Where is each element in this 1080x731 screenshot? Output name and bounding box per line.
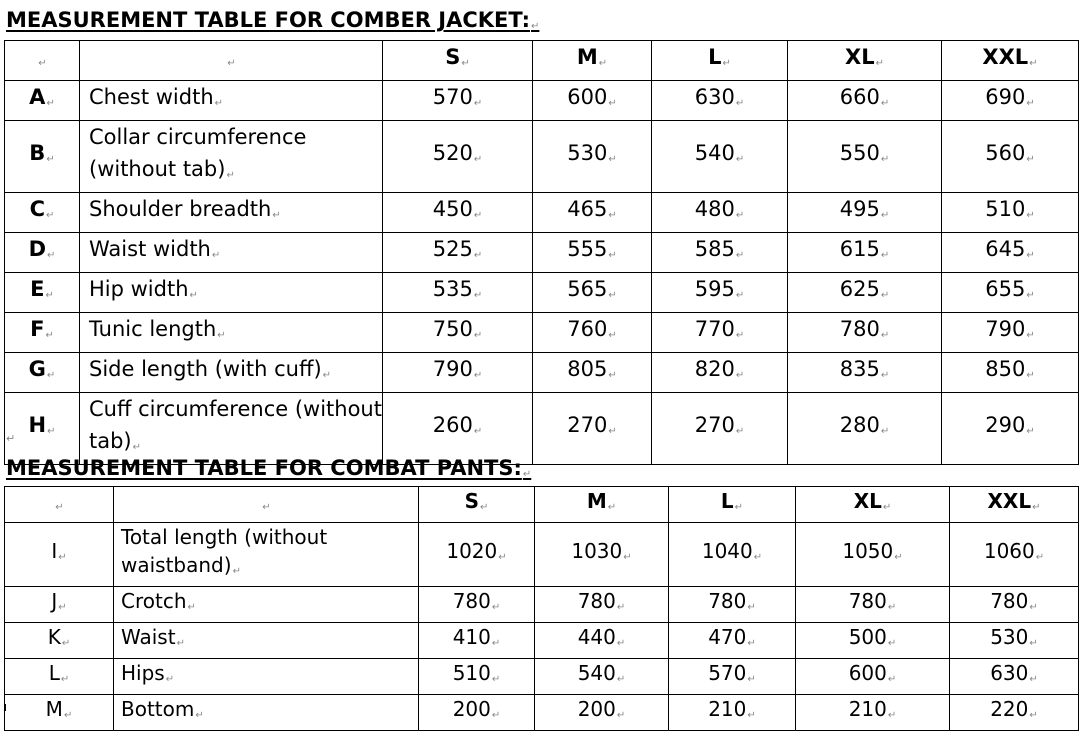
size-value <box>796 587 950 623</box>
size-value-text: 510 ↵ <box>985 197 1034 221</box>
size-value-text: 570 ↵ <box>433 85 482 109</box>
size-value <box>950 587 1079 623</box>
size-value-text: 535 ↵ <box>433 277 482 301</box>
size-value-text: 495 ↵ <box>840 197 889 221</box>
size-value-text: 540 ↵ <box>695 141 744 165</box>
row-label <box>114 587 419 623</box>
size-value-text: 850 ↵ <box>985 357 1034 381</box>
column-header-text: S ↵ <box>465 489 489 513</box>
size-value-text: 690 ↵ <box>985 85 1034 109</box>
size-value <box>788 193 942 233</box>
column-header-text: XL ↵ <box>854 489 892 513</box>
table-row <box>5 353 1079 393</box>
size-value-text: 600 ↵ <box>567 85 616 109</box>
size-value <box>383 81 533 121</box>
size-value <box>788 81 942 121</box>
size-value <box>652 193 788 233</box>
column-header-text: XXL ↵ <box>982 45 1037 69</box>
size-value <box>942 233 1079 273</box>
size-value <box>419 695 535 731</box>
size-value-text: 440 ↵ <box>578 625 626 649</box>
row-code <box>5 393 80 465</box>
size-value-text: 480 ↵ <box>695 197 744 221</box>
size-value <box>950 695 1079 731</box>
row-code <box>5 273 80 313</box>
size-value <box>533 273 652 313</box>
size-value-text: 570 ↵ <box>708 661 756 685</box>
size-value <box>942 81 1079 121</box>
size-value <box>535 587 669 623</box>
size-value <box>383 121 533 193</box>
table-row <box>5 273 1079 313</box>
size-value-text: 820 ↵ <box>695 357 744 381</box>
size-value-text: 500 ↵ <box>849 625 897 649</box>
column-header-text <box>54 489 63 513</box>
column-header <box>533 41 652 81</box>
row-code <box>5 81 80 121</box>
size-value <box>535 659 669 695</box>
size-value <box>535 695 669 731</box>
column-header <box>535 487 669 523</box>
page-edge-line <box>5 704 6 711</box>
row-label-text: Waist width ↵ <box>89 237 220 261</box>
row-code <box>5 587 114 623</box>
pants-table-title: MEASUREMENT TABLE FOR COMBAT PANTS: ↵ <box>6 455 531 488</box>
size-value-text: 760 ↵ <box>567 317 616 341</box>
size-value-text: 540 ↵ <box>578 661 626 685</box>
column-header <box>950 487 1079 523</box>
row-code-text: L ↵ <box>49 661 70 685</box>
row-code-text: B ↵ <box>29 141 54 165</box>
size-value <box>419 587 535 623</box>
column-header-text <box>37 45 46 69</box>
size-value <box>652 393 788 465</box>
row-code <box>5 695 114 731</box>
size-value <box>652 81 788 121</box>
row-code <box>5 313 80 353</box>
size-value <box>669 523 796 587</box>
size-value <box>652 313 788 353</box>
size-value-text: 595 ↵ <box>695 277 744 301</box>
column-header <box>796 487 950 523</box>
size-value <box>383 313 533 353</box>
size-value-text: 220 ↵ <box>990 697 1038 721</box>
row-label <box>80 233 383 273</box>
row-code <box>5 193 80 233</box>
size-value-text: 450 ↵ <box>433 197 482 221</box>
size-value-text: 510 ↵ <box>453 661 501 685</box>
row-label <box>80 81 383 121</box>
column-header <box>80 41 383 81</box>
size-value-text: 550 ↵ <box>840 141 889 165</box>
row-code-text: I ↵ <box>51 539 66 563</box>
row-code-text: K ↵ <box>48 625 71 649</box>
row-label-text: Chest width ↵ <box>89 85 223 109</box>
size-value-text: 790 ↵ <box>985 317 1034 341</box>
size-value-text: 560 ↵ <box>985 141 1034 165</box>
row-label-text: Crotch ↵ <box>121 589 196 613</box>
row-code-text: H ↵ <box>29 413 56 437</box>
column-header-text: M ↵ <box>577 45 607 69</box>
size-value-text: 1040 ↵ <box>702 539 762 563</box>
size-value-text: 780 ↵ <box>453 589 501 613</box>
row-code <box>5 659 114 695</box>
column-header <box>652 41 788 81</box>
row-code-text: M ↵ <box>46 697 73 721</box>
size-value <box>383 193 533 233</box>
size-value-text: 805 ↵ <box>567 357 616 381</box>
size-value-text: 770 ↵ <box>695 317 744 341</box>
table-row <box>5 233 1079 273</box>
row-code-text: D ↵ <box>29 237 56 261</box>
row-code-text: G ↵ <box>29 357 56 381</box>
row-code-text: J ↵ <box>51 589 66 613</box>
row-label <box>80 121 383 193</box>
table-row <box>5 193 1079 233</box>
row-code-text: F ↵ <box>30 317 54 341</box>
pants-measurement-table <box>4 486 1079 731</box>
size-value-text: 1030 ↵ <box>571 539 631 563</box>
paragraph-mark: ↵ <box>6 432 16 445</box>
size-value <box>788 393 942 465</box>
size-value-text: 555 ↵ <box>567 237 616 261</box>
column-header <box>788 41 942 81</box>
size-value <box>950 523 1079 587</box>
row-code <box>5 233 80 273</box>
column-header <box>669 487 796 523</box>
row-label <box>114 523 419 587</box>
header-row <box>5 487 1079 523</box>
size-value <box>942 353 1079 393</box>
size-value <box>796 623 950 659</box>
size-value-text: 780 ↵ <box>578 589 626 613</box>
size-value <box>796 659 950 695</box>
size-value-text: 530 ↵ <box>567 141 616 165</box>
row-code <box>5 121 80 193</box>
size-value-text: 465 ↵ <box>567 197 616 221</box>
row-code-text: A ↵ <box>29 85 55 109</box>
size-value-text: 270 ↵ <box>567 413 616 437</box>
size-value-text: 530 ↵ <box>990 625 1038 649</box>
row-label-text: Collar circumference (without tab) ↵ <box>89 125 306 181</box>
size-value-text: 780 ↵ <box>990 589 1038 613</box>
size-value <box>652 273 788 313</box>
size-value <box>419 523 535 587</box>
column-header <box>942 41 1079 81</box>
row-label <box>114 623 419 659</box>
size-value <box>533 353 652 393</box>
column-header <box>5 487 114 523</box>
column-header <box>5 41 80 81</box>
column-header <box>419 487 535 523</box>
column-header-text <box>226 45 235 69</box>
size-value <box>788 313 942 353</box>
size-value-text: 645 ↵ <box>985 237 1034 261</box>
size-value-text: 525 ↵ <box>433 237 482 261</box>
size-value-text: 630 ↵ <box>990 661 1038 685</box>
table-row <box>5 81 1079 121</box>
size-value <box>535 523 669 587</box>
size-value <box>533 81 652 121</box>
size-value <box>669 587 796 623</box>
table-row <box>5 623 1079 659</box>
size-value-text: 270 ↵ <box>695 413 744 437</box>
size-value-text: 600 ↵ <box>849 661 897 685</box>
size-value <box>383 353 533 393</box>
size-value <box>533 313 652 353</box>
size-value <box>950 659 1079 695</box>
row-label-text: Hip width ↵ <box>89 277 198 301</box>
row-code-text: E ↵ <box>30 277 54 301</box>
size-value-text: 630 ↵ <box>695 85 744 109</box>
size-value <box>942 193 1079 233</box>
size-value <box>419 623 535 659</box>
size-value-text: 1020 ↵ <box>446 539 506 563</box>
row-label-text: Shoulder breadth ↵ <box>89 197 281 221</box>
size-value <box>533 193 652 233</box>
size-value <box>669 623 796 659</box>
row-label-text: Tunic length ↵ <box>89 317 226 341</box>
table-row <box>5 695 1079 731</box>
row-code <box>5 623 114 659</box>
size-value-text: 585 ↵ <box>695 237 744 261</box>
row-code <box>5 353 80 393</box>
column-header-text: L ↵ <box>721 489 743 513</box>
row-label-text: Bottom ↵ <box>121 697 204 721</box>
size-value <box>535 623 669 659</box>
row-label-text: Total length (without waistband) ↵ <box>121 525 327 577</box>
size-value <box>383 273 533 313</box>
size-value-text: 655 ↵ <box>985 277 1034 301</box>
row-label-text: Side length (with cuff) ↵ <box>89 357 331 381</box>
row-label-text: Waist ↵ <box>121 625 185 649</box>
size-value <box>788 353 942 393</box>
size-value-text: 750 ↵ <box>433 317 482 341</box>
size-value-text: 290 ↵ <box>985 413 1034 437</box>
size-value <box>942 121 1079 193</box>
size-value <box>788 121 942 193</box>
row-label <box>80 313 383 353</box>
size-value-text: 520 ↵ <box>433 141 482 165</box>
size-value <box>533 233 652 273</box>
column-header-text <box>261 489 270 513</box>
size-value-text: 660 ↵ <box>840 85 889 109</box>
size-value <box>669 695 796 731</box>
size-value <box>788 273 942 313</box>
header-row <box>5 41 1079 81</box>
table-row <box>5 393 1079 465</box>
row-label <box>80 393 383 465</box>
row-label <box>114 659 419 695</box>
row-code <box>5 523 114 587</box>
column-header-text: M ↵ <box>587 489 616 513</box>
row-label <box>80 273 383 313</box>
size-value <box>796 695 950 731</box>
size-value-text: 780 ↵ <box>708 589 756 613</box>
size-value <box>669 659 796 695</box>
size-value-text: 210 ↵ <box>708 697 756 721</box>
size-value <box>942 273 1079 313</box>
size-value <box>533 393 652 465</box>
jacket-table-title: MEASUREMENT TABLE FOR COMBER JACKET: ↵ <box>6 7 539 40</box>
size-value <box>942 393 1079 465</box>
size-value <box>383 393 533 465</box>
size-value <box>652 353 788 393</box>
size-value-text: 835 ↵ <box>840 357 889 381</box>
size-value-text: 615 ↵ <box>840 237 889 261</box>
size-value <box>796 523 950 587</box>
size-value-text: 210 ↵ <box>849 697 897 721</box>
size-value <box>652 233 788 273</box>
size-value-text: 200 ↵ <box>453 697 501 721</box>
table-row <box>5 523 1079 587</box>
column-header-text: XXL ↵ <box>988 489 1041 513</box>
row-code-text: C ↵ <box>30 197 55 221</box>
column-header <box>114 487 419 523</box>
size-value <box>652 121 788 193</box>
column-header-text: S ↵ <box>445 45 470 69</box>
size-value <box>419 659 535 695</box>
table-row <box>5 659 1079 695</box>
size-value-text: 790 ↵ <box>433 357 482 381</box>
size-value-text: 280 ↵ <box>840 413 889 437</box>
size-value-text: 1050 ↵ <box>842 539 902 563</box>
column-header <box>383 41 533 81</box>
size-value-text: 780 ↵ <box>840 317 889 341</box>
size-value <box>533 121 652 193</box>
size-value-text: 565 ↵ <box>567 277 616 301</box>
column-header-text: XL ↵ <box>845 45 884 69</box>
size-value <box>950 623 1079 659</box>
size-value-text: 410 ↵ <box>453 625 501 649</box>
table-row <box>5 587 1079 623</box>
row-label-text: Hips ↵ <box>121 661 174 685</box>
size-value <box>788 233 942 273</box>
row-label <box>114 695 419 731</box>
jacket-measurement-table <box>4 40 1079 465</box>
size-value-text: 1060 ↵ <box>984 539 1044 563</box>
table-row <box>5 121 1079 193</box>
row-label-text: Cuff circumference (without tab) ↵ <box>89 397 382 453</box>
row-label <box>80 193 383 233</box>
size-value-text: 625 ↵ <box>840 277 889 301</box>
column-header-text: L ↵ <box>708 45 731 69</box>
size-value <box>942 313 1079 353</box>
size-value-text: 260 ↵ <box>433 413 482 437</box>
size-value-text: 200 ↵ <box>578 697 626 721</box>
size-value-text: 470 ↵ <box>708 625 756 649</box>
table-row <box>5 313 1079 353</box>
size-value-text: 780 ↵ <box>849 589 897 613</box>
row-label <box>80 353 383 393</box>
size-value <box>383 233 533 273</box>
